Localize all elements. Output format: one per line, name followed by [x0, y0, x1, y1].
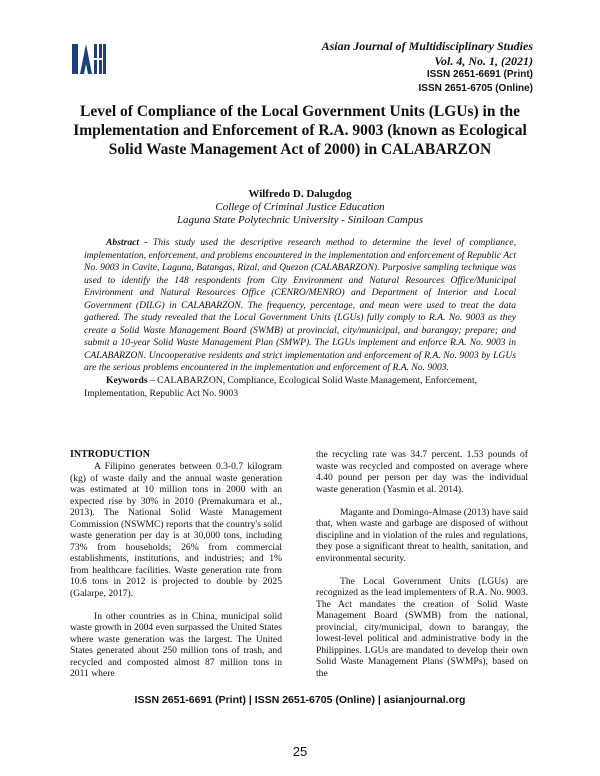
abstract-label: Abstract -	[106, 237, 148, 248]
author-block	[70, 188, 530, 227]
keywords	[84, 375, 516, 400]
journal-logo-icon	[72, 42, 106, 76]
journal-header	[322, 39, 533, 96]
paragraph: In other countries as in China, municipal solid waste growth in 2004 even surpassed the United States where waste generation was the largest. The United States generated about 250 million tons of trash, and recycled and composted almost 87 million tons in 2011 where	[70, 610, 282, 679]
body-column-right	[316, 449, 528, 691]
keywords-text: – CALABARZON, Compliance, Ecological Solid Waste Management, Enforcement, Implementation, Republic Act No. 9003	[84, 375, 478, 399]
journal-volume: Vol. 4, No. 1, (2021)	[434, 54, 533, 68]
author-name: Wilfredo D. Dalugdog	[248, 188, 352, 200]
issn-print: ISSN 2651-6691 (Print)	[426, 69, 533, 80]
issn-online: ISSN 2651-6705 (Online)	[418, 83, 533, 94]
page-footer: ISSN 2651-6691 (Print) | ISSN 2651-6705 (Online) | asianjournal.org	[134, 694, 466, 706]
paper-title: Level of Compliance of the Local Government Units (LGUs) in the Implementation and Enforcement of R.A. 9003 (known as Ecological Solid Waste Management Act of 2000) in CALABARZON	[73, 103, 527, 158]
page-number: 25	[292, 744, 308, 759]
section-heading: INTRODUCTION	[70, 449, 151, 460]
author-college: College of Criminal Justice Education	[215, 201, 385, 213]
paragraph: A Filipino generates between 0.3-0.7 kilogram (kg) of waste daily and the annual waste generation was estimated at 10 million tons in 2000 with an expected rise by 30% in 2010 (Premakumara et al., 2013). The National Solid Waste Management Commission (NSWMC) reports that the country's solid waste generation per day is at 30,000 tons, including 73% from households; 26% from commercial establishments, institutions, and industries; and 1% from healthcare facilities. Waste generation rate from 10.6 tons in 2012 is projected to double by 2025 (Galarpe, 2017).	[70, 461, 282, 599]
abstract-text: This study used the descriptive research method to determine the level of compliance, implementation, enforcement, and problems encountered in the implementation and enforcement of Republic Act No. 9003 in Cavite, Laguna, Batangas, Rizal, and Quezon (CALABARZON). Purposive sampling technique was used to identify the 148 respondents from City Environment and Natural Resources Office/Municipal Environment and Natural Resources Office (CENRO/MENRO) and Department of Interior and Local Government (DILG) in CALABARZON. The frequency, percentage, and mean were used to treat the data gathered. The study revealed that the Local Government Units (LGUs) fully comply to R.A. No. 9003 as they create a Solid Waste Management Board (SWMB) at provincial, city/municipal, and barangay; prepare; and submit a 10-year Solid Waste Management Plan (SMWP). The LGUs implement and enforce R.A. No. 9003 in CALABARZON. Uncooperative residents and strict implementation and enforcement of R.A. No. 9003 by LGUs are the serious problems encountered in the implementation and enforcement of R.A. No. 9003.	[84, 237, 516, 373]
author-university: Laguna State Polytechnic University - Siniloan Campus	[176, 214, 424, 226]
paragraph: Magante and Domingo-Almase (2013) have said that, when waste and garbage are disposed of without discipline and in violation of the rules and regulations, they pose a significant threat to health, sanitation, and environmental security.	[316, 506, 528, 564]
keywords-label: Keywords	[106, 375, 148, 386]
paragraph: The Local Government Units (LGUs) are recognized as the lead implementers of R.A. No. 9003. The Act mandates the creation of Solid Waste Management Board (SWMB) from the national, provincial, city/municipal, down to barangay, the lowest-level political and administrative body in the Philippines. LGUs are mandated to develop their own Solid Waste Management Plans (SWMPs), based on the	[316, 575, 528, 679]
journal-name: Asian Journal of Multidisciplinary Studies	[321, 39, 533, 53]
body-column-left	[70, 449, 282, 691]
abstract	[84, 237, 516, 375]
paragraph-continued: the recycling rate was 34.7 percent. 1.53 pounds of waste was recycled and composted on average where 4.40 pound per person per day was the individual waste generation (Yasmin et al. 2014).	[316, 449, 528, 495]
